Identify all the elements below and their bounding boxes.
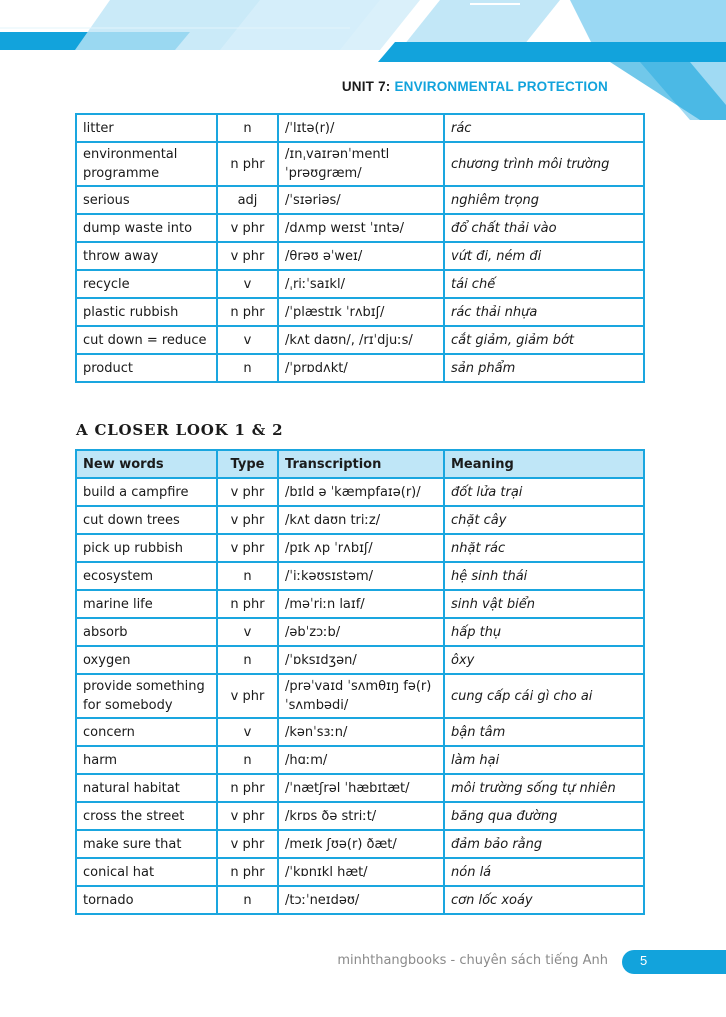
type-cell: n	[217, 562, 278, 590]
transcription-cell: /ˈsɪəriəs/	[278, 186, 444, 214]
table-row	[76, 646, 644, 674]
table-row	[76, 886, 644, 914]
type-cell: adj	[217, 186, 278, 214]
table-row	[76, 478, 644, 506]
meaning-cell: rác thải nhựa	[444, 298, 644, 326]
type-cell: v	[217, 718, 278, 746]
unit-topic: ENVIRONMENTAL PROTECTION	[394, 79, 608, 94]
word-cell: cut down = reduce	[76, 326, 217, 354]
table-row	[76, 534, 644, 562]
word-cell: provide something for somebody	[76, 674, 217, 718]
transcription-cell: /ˈɒksɪdʒən/	[278, 646, 444, 674]
table-row	[76, 354, 644, 382]
transcription-cell: /θrəʊ əˈweɪ/	[278, 242, 444, 270]
word-cell: marine life	[76, 590, 217, 618]
meaning-cell: băng qua đường	[444, 802, 644, 830]
type-cell: n	[217, 746, 278, 774]
word-cell: natural habitat	[76, 774, 217, 802]
table-row	[76, 830, 644, 858]
meaning-cell: sản phẩm	[444, 354, 644, 382]
header-new-words: New words	[76, 450, 217, 478]
transcription-cell: /kʌt daʊn triːz/	[278, 506, 444, 534]
section-heading: A CLOSER LOOK 1 & 2	[76, 421, 284, 439]
table-row	[76, 746, 644, 774]
meaning-cell: rác	[444, 114, 644, 142]
type-cell: n	[217, 646, 278, 674]
meaning-cell: nghiêm trọng	[444, 186, 644, 214]
page-number-tab	[622, 950, 726, 974]
word-cell: tornado	[76, 886, 217, 914]
meaning-cell: nhặt rác	[444, 534, 644, 562]
vocabulary-table-closer-look	[75, 449, 645, 915]
table-row	[76, 186, 644, 214]
word-cell: concern	[76, 718, 217, 746]
word-cell: build a campfire	[76, 478, 217, 506]
transcription-cell: /kənˈsɜːn/	[278, 718, 444, 746]
transcription-cell: /kʌt daʊn/, /rɪˈdjuːs/	[278, 326, 444, 354]
table-row	[76, 214, 644, 242]
word-cell: plastic rubbish	[76, 298, 217, 326]
transcription-cell: /ˈlɪtə(r)/	[278, 114, 444, 142]
type-cell: v phr	[217, 214, 278, 242]
table-row	[76, 802, 644, 830]
type-cell: n phr	[217, 774, 278, 802]
type-cell: v	[217, 326, 278, 354]
meaning-cell: cắt giảm, giảm bớt	[444, 326, 644, 354]
meaning-cell: sinh vật biển	[444, 590, 644, 618]
header-transcription: Transcription	[278, 450, 444, 478]
type-cell: n phr	[217, 142, 278, 186]
type-cell: n phr	[217, 858, 278, 886]
word-cell: cut down trees	[76, 506, 217, 534]
word-cell: make sure that	[76, 830, 217, 858]
meaning-cell: vứt đi, ném đi	[444, 242, 644, 270]
type-cell: v	[217, 270, 278, 298]
table-row	[76, 858, 644, 886]
type-cell: v phr	[217, 534, 278, 562]
transcription-cell: /ˈplæstɪk ˈrʌbɪʃ/	[278, 298, 444, 326]
transcription-cell: /ˈiːkəʊsɪstəm/	[278, 562, 444, 590]
type-cell: v	[217, 618, 278, 646]
meaning-cell: đảm bảo rằng	[444, 830, 644, 858]
type-cell: v phr	[217, 674, 278, 718]
word-cell: conical hat	[76, 858, 217, 886]
word-cell: serious	[76, 186, 217, 214]
header-decoration	[0, 0, 726, 130]
table-row	[76, 298, 644, 326]
word-cell: product	[76, 354, 217, 382]
table-row	[76, 142, 644, 186]
transcription-cell: /ˈprɒdʌkt/	[278, 354, 444, 382]
type-cell: v phr	[217, 506, 278, 534]
page-number: 5	[640, 953, 648, 968]
word-cell: recycle	[76, 270, 217, 298]
meaning-cell: tái chế	[444, 270, 644, 298]
transcription-cell: /ɪnˌvaɪrənˈmentl ˈprəʊɡræm/	[278, 142, 444, 186]
transcription-cell: /meɪk ʃʊə(r) ðæt/	[278, 830, 444, 858]
meaning-cell: cơn lốc xoáy	[444, 886, 644, 914]
header-type: Type	[217, 450, 278, 478]
word-cell: dump waste into	[76, 214, 217, 242]
word-cell: oxygen	[76, 646, 217, 674]
transcription-cell: /tɔːˈneɪdəʊ/	[278, 886, 444, 914]
table-row	[76, 562, 644, 590]
meaning-cell: ôxy	[444, 646, 644, 674]
transcription-cell: /məˈriːn laɪf/	[278, 590, 444, 618]
vocabulary-table-getting-started	[75, 113, 645, 383]
transcription-cell: /əbˈzɔːb/	[278, 618, 444, 646]
meaning-cell: hệ sinh thái	[444, 562, 644, 590]
type-cell: v phr	[217, 478, 278, 506]
type-cell: n phr	[217, 590, 278, 618]
header-meaning: Meaning	[444, 450, 644, 478]
type-cell: v phr	[217, 830, 278, 858]
transcription-cell: /bɪld ə ˈkæmpfaɪə(r)/	[278, 478, 444, 506]
type-cell: n	[217, 354, 278, 382]
table-row	[76, 774, 644, 802]
meaning-cell: nón lá	[444, 858, 644, 886]
unit-number: UNIT 7:	[341, 79, 391, 94]
word-cell: harm	[76, 746, 217, 774]
meaning-cell: hấp thụ	[444, 618, 644, 646]
table-row	[76, 326, 644, 354]
meaning-cell: chương trình môi trường	[444, 142, 644, 186]
meaning-cell: cung cấp cái gì cho ai	[444, 674, 644, 718]
word-cell: throw away	[76, 242, 217, 270]
transcription-cell: /hɑːm/	[278, 746, 444, 774]
meaning-cell: làm hại	[444, 746, 644, 774]
transcription-cell: /pɪk ʌp ˈrʌbɪʃ/	[278, 534, 444, 562]
footer-publisher: minhthangbooks - chuyên sách tiếng Anh	[337, 953, 608, 968]
table-row	[76, 590, 644, 618]
unit-title	[342, 79, 608, 94]
word-cell: pick up rubbish	[76, 534, 217, 562]
table-row	[76, 718, 644, 746]
word-cell: absorb	[76, 618, 217, 646]
transcription-cell: /ˈkɒnɪkl hæt/	[278, 858, 444, 886]
transcription-cell: /prəˈvaɪd ˈsʌmθɪŋ fə(r) ˈsʌmbədi/	[278, 674, 444, 718]
meaning-cell: đốt lửa trại	[444, 478, 644, 506]
type-cell: n	[217, 886, 278, 914]
word-cell: environmental programme	[76, 142, 217, 186]
table-row	[76, 506, 644, 534]
meaning-cell: chặt cây	[444, 506, 644, 534]
word-cell: ecosystem	[76, 562, 217, 590]
header-band-main	[378, 42, 726, 62]
type-cell: n phr	[217, 298, 278, 326]
meaning-cell: môi trường sống tự nhiên	[444, 774, 644, 802]
table-row	[76, 114, 644, 142]
word-cell: litter	[76, 114, 217, 142]
type-cell: v phr	[217, 802, 278, 830]
word-cell: cross the street	[76, 802, 217, 830]
table-row	[76, 242, 644, 270]
meaning-cell: đổ chất thải vào	[444, 214, 644, 242]
transcription-cell: /dʌmp weɪst ˈɪntə/	[278, 214, 444, 242]
type-cell: v phr	[217, 242, 278, 270]
transcription-cell: /ˌriːˈsaɪkl/	[278, 270, 444, 298]
transcription-cell: /ˈnætʃrəl ˈhæbɪtæt/	[278, 774, 444, 802]
table-row	[76, 674, 644, 718]
table-row	[76, 270, 644, 298]
table-header-row	[76, 450, 644, 478]
type-cell: n	[217, 114, 278, 142]
transcription-cell: /krɒs ðə striːt/	[278, 802, 444, 830]
meaning-cell: bận tâm	[444, 718, 644, 746]
table-row	[76, 618, 644, 646]
